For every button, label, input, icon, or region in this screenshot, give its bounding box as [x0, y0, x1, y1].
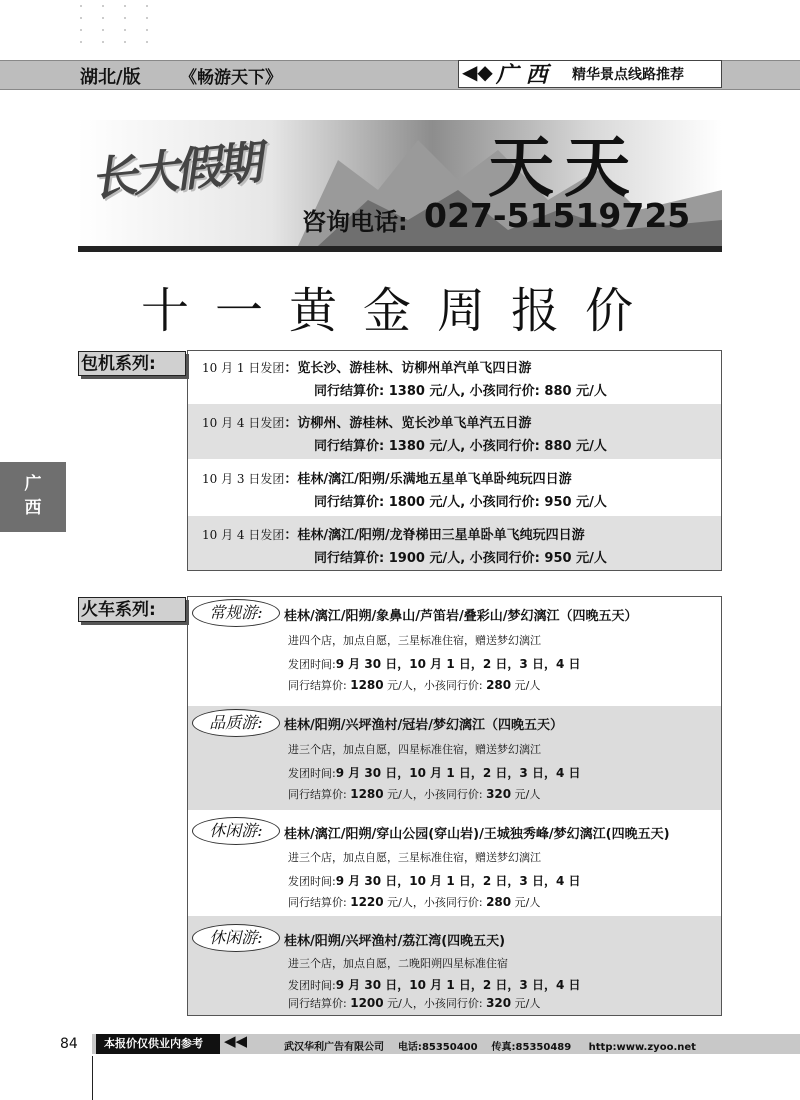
column-title: 《畅游天下》 [180, 68, 282, 88]
recommend-label: 精华景点线路推荐 [572, 67, 684, 83]
train-table [187, 596, 722, 1016]
tel-label: 咨询电话: [302, 208, 408, 236]
divider [92, 1056, 93, 1100]
flight-table [187, 350, 722, 571]
table-row: 休闲游: 桂林/漓江/阳朔/穿山公园(穿山岩)/王城独秀峰/梦幻漓江(四晚五天) 进三个店，加点自愿，三星标准住宿，赠送梦幻漓江 发团时间:9 月 30 日，10 月 1 日，2 日，3 日，4 日 同行结算价: 1220 元/人，小孩同行价: 280 元/人 [188, 811, 721, 915]
side-tab-char: 广 [24, 474, 42, 494]
arrow-icon: ◀◀ [224, 1032, 248, 1050]
table-row: 10 月 3 日发团：桂林/漓江/阳朔/乐满地五星单飞单卧纯玩四日游 同行结算价: 1800 元/人, 小孩同行价: 950 元/人 [202, 472, 607, 510]
tel-number: 027-51519725 [424, 196, 691, 235]
page-number: 84 [60, 1036, 78, 1052]
decorative-dots [70, 0, 160, 48]
table-row: 10 月 4 日发团：桂林/漓江/阳朔/龙脊梯田三星单卧单飞纯玩四日游 同行结算价: 1900 元/人, 小孩同行价: 950 元/人 [188, 516, 721, 570]
region-label: 湖北/版 [80, 67, 141, 88]
table-row: 10 月 4 日发团：访柳州、游桂林、览长沙单飞单汽五日游 同行结算价: 1380 元/人, 小孩同行价: 880 元/人 [188, 404, 721, 459]
side-tab [0, 462, 66, 532]
table-row: 休闲游: 桂林/阳朔/兴坪渔村/荔江湾(四晚五天) 进三个店，加点自愿，二晚阳朔四星标准住宿 发团时间:9 月 30 日，10 月 1 日，2 日，3 日，4 日 同行结算价: 1200 元/人，小孩同行价: 320 元/人 [188, 916, 721, 1015]
footer-company: 武汉华利广告有限公司 电话:85350400 传真:85350489 http:www.zyoo.net [284, 1042, 696, 1053]
flight-series-label: 包机系列: [78, 351, 186, 376]
train-series-label: 火车系列: [78, 597, 186, 622]
tour-type-badge: 品质游: [192, 709, 280, 737]
table-row: 常规游: 桂林/漓江/阳朔/象鼻山/芦笛岩/叠彩山/梦幻漓江（四晚五天） 进四个店，加点自愿，三星标准住宿，赠送梦幻漓江 发团时间:9 月 30 日，10 月 1 日，2 日，3 日，4 日 同行结算价: 1280 元/人，小孩同行价: 280 元/人 [188, 597, 721, 705]
company-logo: 长大假期 [87, 135, 261, 207]
page-title: 十一黄金周报价 [140, 283, 659, 339]
tour-type-badge: 休闲游: [192, 924, 280, 952]
footer-note: 本报价仅供业内参考 [96, 1034, 220, 1054]
website-link[interactable]: www.zyoo.net [616, 1042, 696, 1053]
route: 访柳州、游桂林、览长沙单飞单汽五日游 [297, 416, 532, 431]
province-title: 广 西 [496, 62, 548, 88]
divider [78, 246, 722, 252]
table-row: 10 月 1 日发团：览长沙、游桂林、访柳州单汽单飞四日游 同行结算价: 1380 元/人, 小孩同行价: 880 元/人 [202, 361, 607, 399]
tour-type-badge: 休闲游: [192, 817, 280, 845]
route: 桂林/漓江/阳朔/龙脊梯田三星单卧单飞纯玩四日游 [297, 528, 585, 543]
route: 览长沙、游桂林、访柳州单汽单飞四日游 [297, 361, 532, 376]
side-tab-char: 西 [24, 498, 42, 518]
brand-name: 天天 [488, 128, 640, 206]
arrow-icon: ◀◆ [462, 60, 493, 84]
table-row: 品质游: 桂林/阳朔/兴坪渔村/冠岩/梦幻漓江（四晚五天） 进三个店，加点自愿，四星标准住宿，赠送梦幻漓江 发团时间:9 月 30 日，10 月 1 日，2 日，3 日，4 日 同行结算价: 1280 元/人，小孩同行价: 320 元/人 [188, 706, 721, 810]
route: 桂林/漓江/阳朔/乐满地五星单飞单卧纯玩四日游 [297, 472, 572, 487]
tour-type-badge: 常规游: [192, 599, 280, 627]
